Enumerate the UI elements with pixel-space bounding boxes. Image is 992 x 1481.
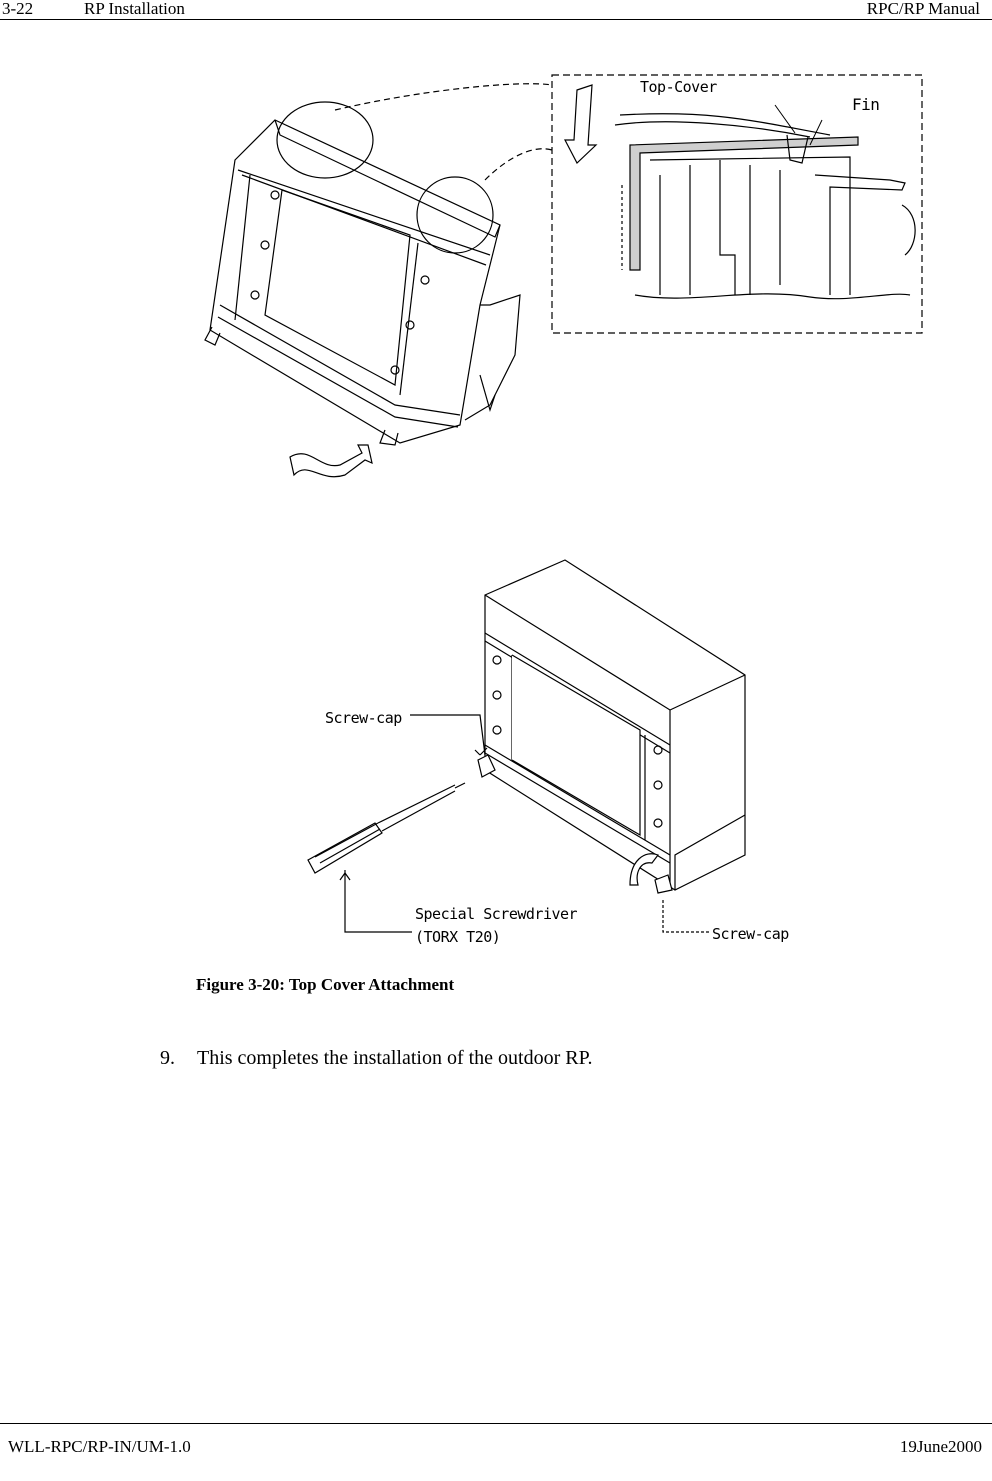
assembled-enclosure-illustration: [290, 555, 810, 955]
step-item: [160, 1047, 593, 1070]
page-footer: [0, 1423, 992, 1456]
step-number: 9.: [160, 1047, 175, 1069]
document-id: WLL-RPC/RP-IN/UM-1.0: [8, 1437, 191, 1456]
document-date: 19June2000: [899, 1437, 982, 1456]
page-header: [0, 0, 992, 20]
label-screwdriver-name: Special Screwdriver: [415, 905, 578, 923]
label-screw-cap-right: Screw-cap: [712, 925, 789, 943]
tilted-enclosure: [205, 120, 520, 445]
label-top-cover: Top-Cover: [640, 78, 717, 96]
figure-caption: Figure 3-20: Top Cover Attachment: [196, 975, 455, 994]
step-text: This completes the installation of the outdoor RP.: [197, 1047, 593, 1069]
screwdriver: [308, 783, 465, 873]
cross-section-detail: [615, 105, 915, 299]
assembled-enclosure: [485, 560, 745, 890]
page-number: 3-22: [2, 0, 34, 18]
section-title: RP Installation: [84, 0, 185, 18]
manual-title: RPC/RP Manual: [866, 0, 980, 18]
label-screw-cap-left: Screw-cap: [325, 709, 402, 727]
label-screwdriver-model: (TORX T20): [415, 928, 501, 946]
label-fin: Fin: [852, 95, 880, 114]
top-cover-illustration: [190, 65, 930, 495]
